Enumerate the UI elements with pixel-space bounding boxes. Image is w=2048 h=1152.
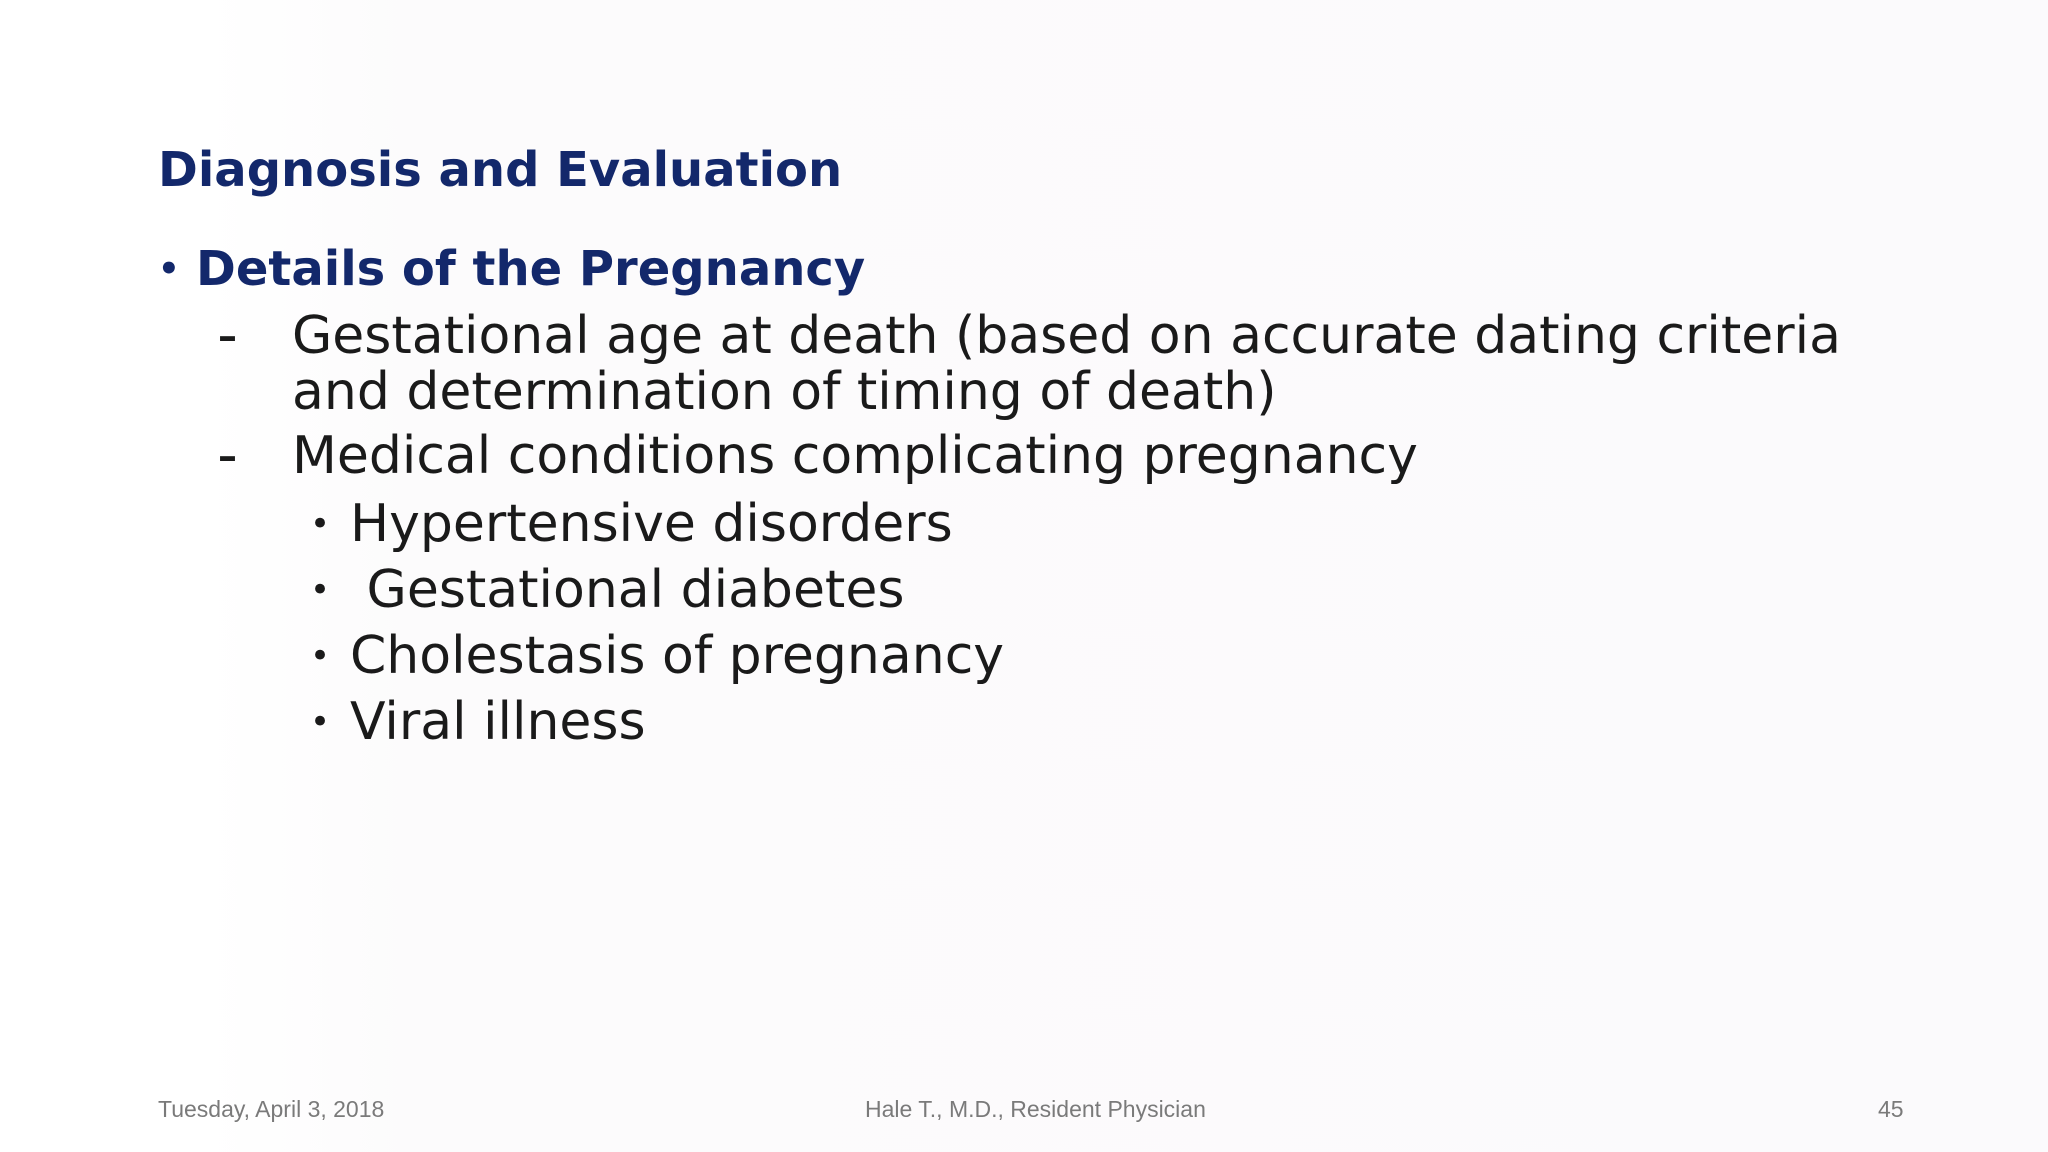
detail-item-line-2: and determination of timing of death)	[292, 362, 1277, 422]
main-bullet-text: Details of the Pregnancy	[196, 241, 866, 297]
sub-item-text: Gestational diabetes	[350, 560, 905, 620]
bullet-marker: •	[158, 249, 180, 289]
sub-item-text: Hypertensive disorders	[350, 494, 953, 554]
detail-item-line-1: Gestational age at death (based on accurate dating criteria	[292, 306, 1841, 366]
sub-item-text: Cholestasis of pregnancy	[350, 626, 1005, 686]
sub-item-viral-illness	[310, 692, 646, 752]
sub-bullet-marker: •	[310, 504, 331, 544]
detail-item-medical-conditions	[218, 428, 1418, 484]
sub-bullet-marker: •	[310, 570, 331, 610]
sub-item-hypertensive	[310, 494, 953, 554]
sub-item-cholestasis	[310, 626, 1004, 686]
sub-bullet-marker: •	[310, 636, 331, 676]
detail-item-text: Medical conditions complicating pregnancy	[292, 426, 1418, 486]
detail-item-gestational-age	[218, 308, 1841, 420]
main-bullet	[158, 237, 865, 301]
footer-page-number: 45	[1878, 1096, 1904, 1122]
slide-title: Diagnosis and Evaluation	[158, 142, 843, 198]
detail-item-text	[292, 308, 1841, 420]
dash-marker: –	[218, 314, 237, 358]
sub-item-text: Viral illness	[350, 692, 646, 752]
dash-marker: –	[218, 434, 237, 478]
footer-author: Hale T., M.D., Resident Physician	[865, 1096, 1206, 1122]
sub-item-gestational-diabetes	[310, 560, 904, 620]
footer-date: Tuesday, April 3, 2018	[158, 1096, 385, 1122]
sub-bullet-marker: •	[310, 702, 331, 742]
